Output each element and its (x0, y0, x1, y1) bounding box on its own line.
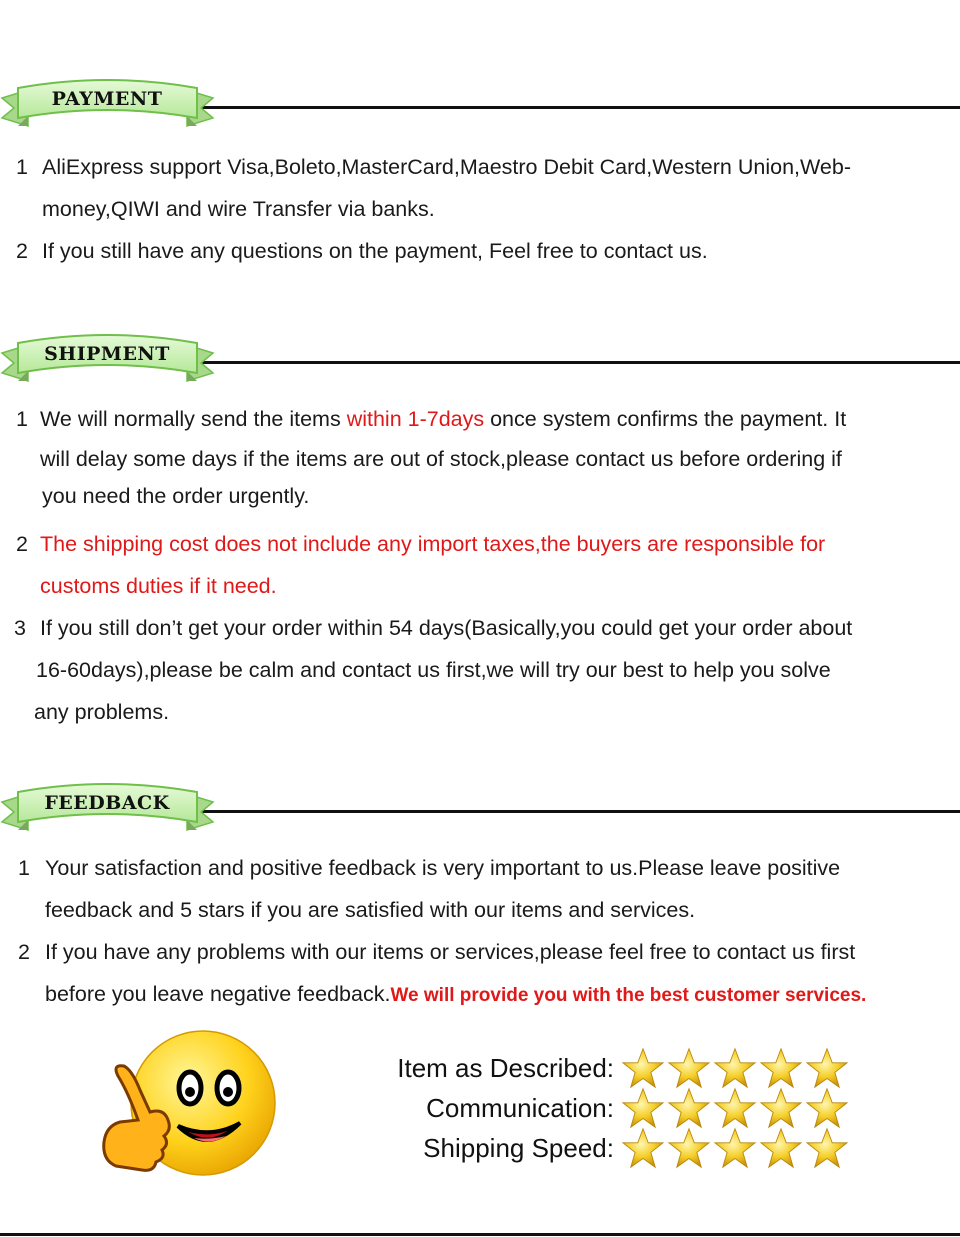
section-title: SHIPMENT (44, 343, 170, 365)
gold-star-icon (666, 1047, 712, 1089)
payment-header (0, 68, 960, 138)
item-number: 1 (16, 155, 28, 179)
gold-star-icon (712, 1087, 758, 1129)
gold-star-icon (620, 1047, 666, 1089)
shipment-header (0, 323, 960, 393)
item-text: money,QIWI and wire Transfer via banks. (42, 197, 435, 221)
item-text: The shipping cost does not include any import taxes,the buyers are responsible for (40, 532, 826, 556)
gold-star-icon (804, 1087, 850, 1129)
section-divider (190, 361, 960, 364)
highlight-text: We will provide you with the best customer services. (390, 985, 867, 1006)
gold-star-icon (620, 1127, 666, 1169)
shipment-item-3 (0, 607, 960, 733)
gold-star-icon (620, 1087, 666, 1129)
star-rating (620, 1127, 850, 1169)
feedback-header (0, 772, 960, 842)
feedback-item-1 (0, 847, 960, 931)
payment-item-2 (0, 230, 960, 272)
gold-star-icon (712, 1127, 758, 1169)
item-text: AliExpress support Visa,Boleto,MasterCard,Maestro Debit Card,Western Union,Web- (42, 155, 851, 179)
item-text: If you still don’t get your order within 54 days(Basically,you could get your order about (40, 616, 853, 640)
item-number: 1 (16, 407, 28, 431)
rating-label: Shipping Speed: (423, 1132, 614, 1163)
rating-row (397, 1048, 850, 1088)
section-divider (190, 106, 960, 109)
section-title: PAYMENT (51, 88, 163, 110)
item-text: 16-60days),please be calm and contact us first,we will try our best to help you solve (36, 658, 831, 682)
gold-star-icon (758, 1047, 804, 1089)
section-divider (190, 810, 960, 813)
item-text: If you have any problems with our items or services,please feel free to contact us first (45, 940, 856, 964)
item-number: 1 (18, 856, 30, 880)
item-text: Your satisfaction and positive feedback is very important to us.Please leave positive (45, 856, 841, 880)
item-text: customs duties if it need. (40, 574, 277, 598)
item-text: If you still have any questions on the payment, Feel free to contact us. (42, 239, 708, 263)
item-text: before you leave negative feedback.We will provide you with the best customer services. (45, 982, 867, 1006)
gold-star-icon (666, 1087, 712, 1129)
item-number: 2 (16, 239, 28, 263)
thumbs-up-smiley-icon (98, 1030, 283, 1180)
item-number: 2 (16, 532, 28, 556)
payment-item-1 (0, 146, 960, 230)
shipment-item-2 (0, 523, 960, 607)
item-text: We will normally send the items within 1-7days once system confirms the payment. It (40, 407, 847, 431)
highlight-text: within 1-7days (346, 407, 485, 431)
rating-label: Communication: (426, 1092, 614, 1123)
gold-star-icon (804, 1127, 850, 1169)
item-text: you need the order urgently. (42, 484, 310, 508)
section-title: FEEDBACK (44, 792, 170, 814)
rating-row (426, 1088, 850, 1128)
gold-star-icon (666, 1127, 712, 1169)
gold-star-icon (758, 1127, 804, 1169)
star-rating (620, 1087, 850, 1129)
bottom-divider (0, 1233, 960, 1236)
rating-label: Item as Described: (397, 1052, 614, 1083)
feedback-item-2 (0, 931, 960, 1015)
item-number: 3 (14, 616, 26, 640)
gold-star-icon (712, 1047, 758, 1089)
rating-row (423, 1128, 850, 1168)
gold-star-icon (804, 1047, 850, 1089)
gold-star-icon (758, 1087, 804, 1129)
item-text: will delay some days if the items are out of stock,please contact us before ordering if (40, 447, 842, 471)
shipment-item-1 (0, 400, 960, 520)
item-text: feedback and 5 stars if you are satisfied with our items and services. (45, 898, 696, 922)
item-text: any problems. (34, 700, 170, 724)
star-rating (620, 1047, 850, 1089)
item-number: 2 (18, 940, 30, 964)
